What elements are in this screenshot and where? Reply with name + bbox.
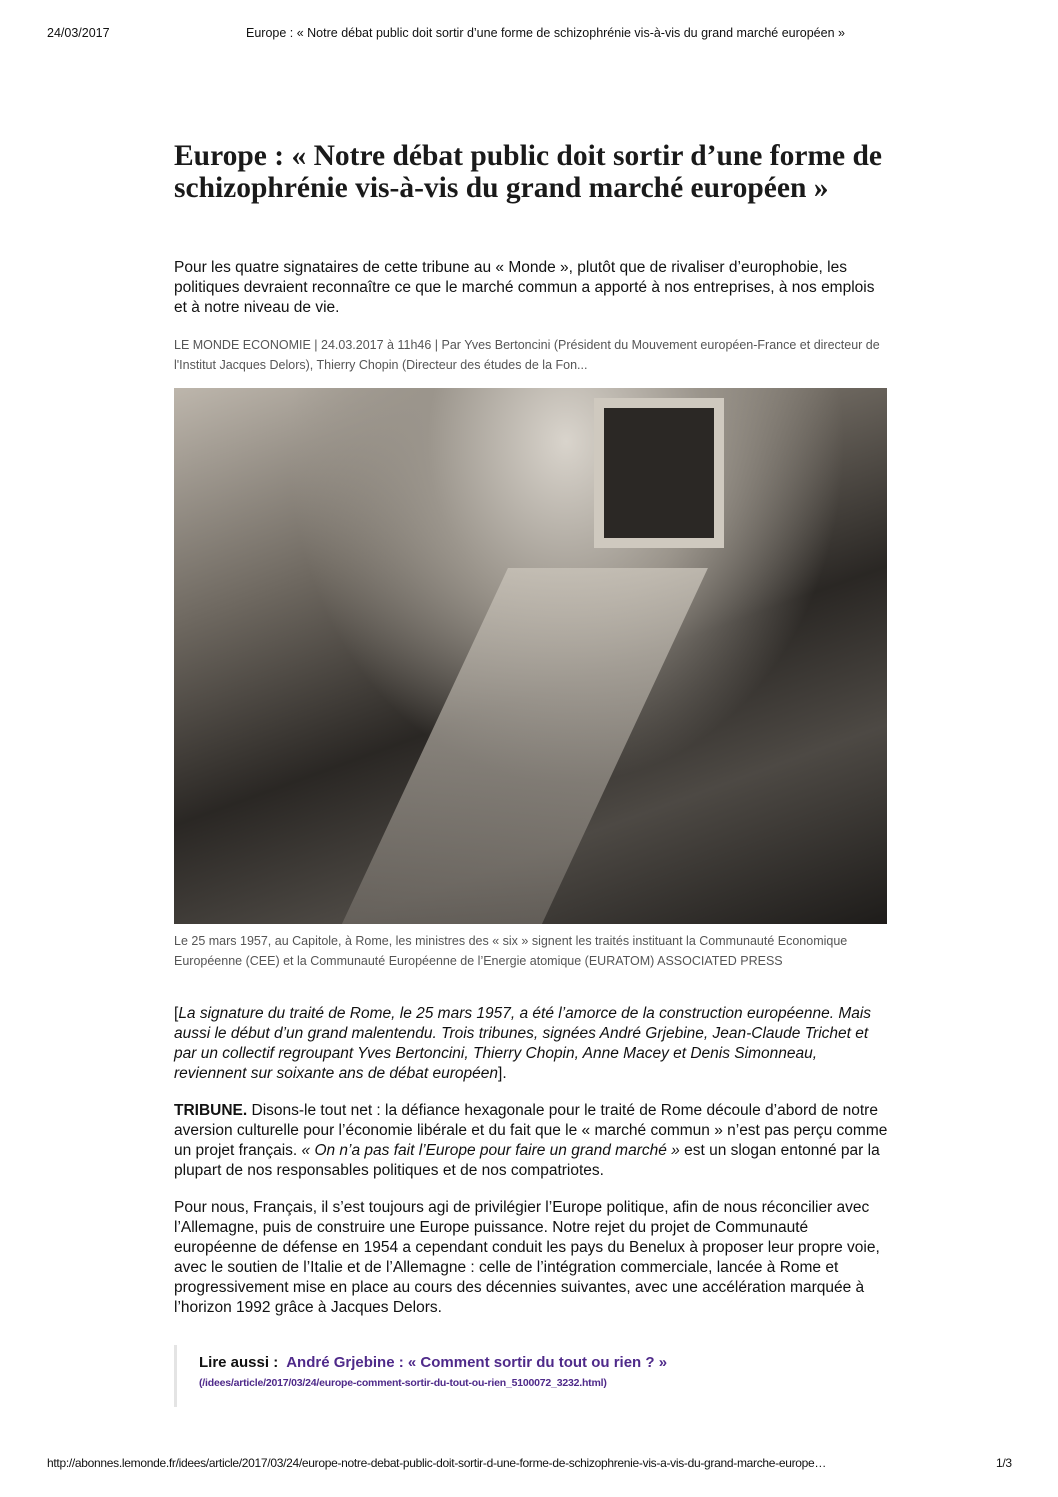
- photo-doorway: [594, 398, 724, 548]
- article-title: Europe : « Notre débat public doit sortir d’une forme de schizophrénie vis-à-vis du grand marché européen »: [174, 140, 882, 204]
- article-meta: LE MONDE ECONOMIE | 24.03.2017 à 11h46 | Par Yves Bertoncini (Président du Mouvement européen-France et directeur de l'Institut Jacques Delors), Thierry Chopin (Directeur des études de la Fon...: [174, 338, 880, 372]
- page-number: 1/3: [996, 1456, 1012, 1470]
- tribune-label: TRIBUNE.: [174, 1102, 248, 1119]
- intro-text: La signature du traité de Rome, le 25 mars 1957, a été l’amorce de la construction européenne. Mais aussi le début d’un grand malentendu. Trois tribunes, signées André Grjebine, Jean-Claude Trichet et par un collectif regroupant Yves Bertoncini, Thierry Chopin, Anne Macey et Denis Simonneau, reviennent sur soixante ans de débat européen: [174, 1005, 872, 1082]
- print-title: Europe : « Notre débat public doit sortir d’une forme de schizophrénie vis-à-vis du grand marché européen »: [246, 26, 845, 40]
- paragraph-1: [174, 1101, 888, 1181]
- bracket-close: ].: [498, 1065, 507, 1082]
- article-photo: [174, 388, 887, 924]
- bracket-open: [: [174, 1005, 179, 1022]
- intro-paragraph: [174, 1004, 888, 1084]
- p1-quote: « On n’a pas fait l’Europe pour faire un grand marché »: [301, 1142, 680, 1159]
- lire-aussi-box: [174, 1345, 667, 1407]
- print-url: http://abonnes.lemonde.fr/idees/article/2017/03/24/europe-notre-debat-public-doit-sortir-d-une-forme-de-schizophrenie-vis-a-vis-du-grand-marche-europe…: [47, 1456, 827, 1470]
- lire-aussi-label: Lire aussi :: [199, 1354, 279, 1371]
- photo-table: [340, 568, 708, 924]
- p1-text-a: Disons-le tout net : la défiance hexagonale pour le traité de Rome découle d’abord de notre aversion culturelle pour l’économie libérale et du fait que le « marché commun » n’est pas perçu comme un projet français.: [174, 1102, 888, 1159]
- p1-text-b: est un slogan entonné par la plupart de nos responsables politiques et de nos compatriotes.: [174, 1142, 880, 1179]
- lire-aussi-url[interactable]: (/idees/article/2017/03/24/europe-comment-sortir-du-tout-ou-rien_5100072_3232.html): [199, 1377, 607, 1389]
- article-lead: Pour les quatre signataires de cette tribune au « Monde », plutôt que de rivaliser d’europhobie, les politiques devraient reconnaître ce que le marché commun a apporté à nos entreprises, à nos emplois et à notre niveau de vie.: [174, 259, 875, 316]
- print-date: 24/03/2017: [47, 26, 110, 40]
- lire-aussi-link[interactable]: André Grjebine : « Comment sortir du tout ou rien ? »: [286, 1354, 668, 1371]
- photo-caption: Le 25 mars 1957, au Capitole, à Rome, les ministres des « six » signent les traités instituant la Communauté Economique Européenne (CEE) et la Communauté Européenne de l’Energie atomique (EURATOM) ASSOCIATED PRESS: [174, 934, 848, 968]
- paragraph-2: Pour nous, Français, il s’est toujours agi de privilégier l’Europe politique, afin de nous réconcilier avec l’Allemagne, puis de construire une Europe puissance. Notre rejet du projet de Communauté européenne de défense en 1954 a cependant conduit les pays du Benelux à proposer leur propre voie, avec le soutien de l’Italie et de l’Allemagne : celle de l’intégration commerciale, lancée à Rome et progressivement mise en place au cours des décennies suivantes, avec une accélération marquée à l’horizon 1992 grâce à Jacques Delors.: [174, 1199, 880, 1316]
